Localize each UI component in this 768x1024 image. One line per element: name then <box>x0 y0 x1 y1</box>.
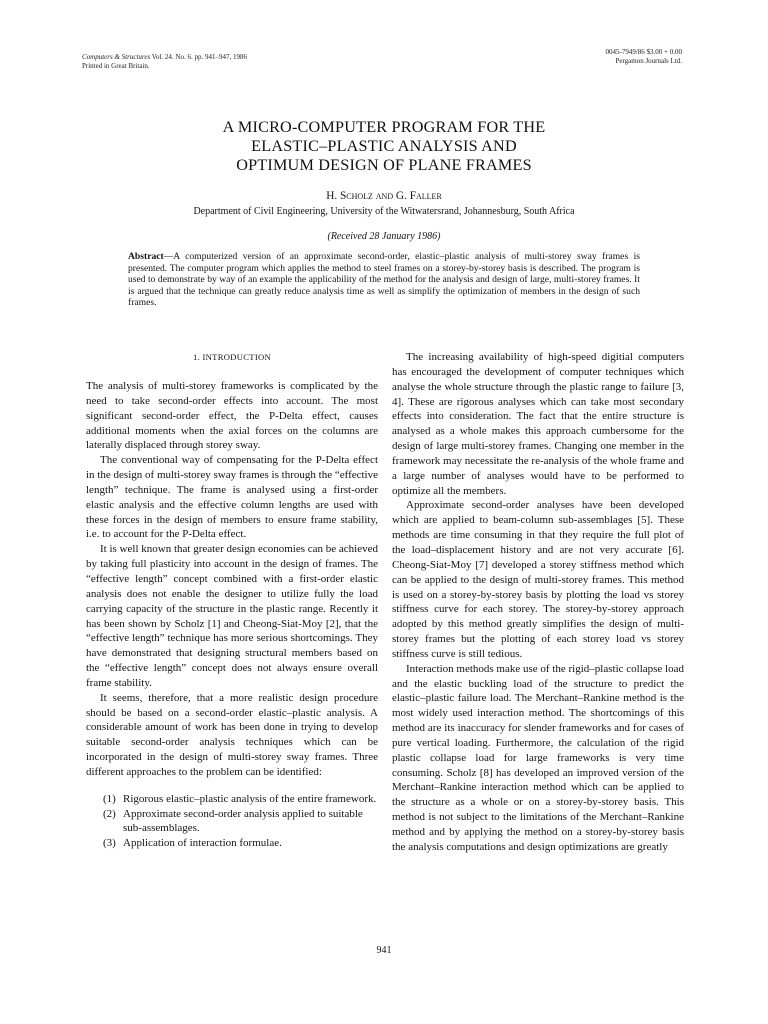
journal-name: Computers & Structures <box>82 53 151 61</box>
approach-list <box>86 792 378 851</box>
journal-details: Vol. 24. No. 6. pp. 941–947, 1986 <box>150 53 247 61</box>
title-line-3: OPTIMUM DESIGN OF PLANE FRAMES <box>236 156 532 174</box>
list-item <box>86 792 378 807</box>
publisher-info <box>470 48 682 65</box>
section-heading-introduction: 1. INTRODUCTION <box>192 352 272 362</box>
list-number: (2) <box>103 807 116 820</box>
authors: H. Scholz and G. Faller <box>326 190 442 202</box>
abstract <box>128 251 640 309</box>
paragraph: It is well known that greater design economies can be achieved by taking full plasticity into account in the design of frames. The “effective length” concept combined with a first-order elastic analysis does not enable the designer to utilize fully the load carrying capacity of the structure in the plastic range. Recently it has been shown by Scholz [1] and Cheong-Siat-Moy [2], that the “effective length” technique has more serious shortcomings. They have demonstrated that designing structural members based on the “effective length” concept does not always ensure overall frame stability. <box>86 543 378 689</box>
received-date: (Received 28 January 1986) <box>327 231 441 242</box>
paragraph: The conventional way of compensating for the P-Delta effect in the design of multi-storey sway frames is through the “effective length” technique. The frame is analysed using a first-order elastic analysis and the effective column lengths are used with these forces in the design of members to ensure frame stability, i.e. to account for the P-Delta effect. <box>86 454 378 541</box>
left-column <box>86 379 378 851</box>
affiliation: Department of Civil Engineering, University of the Witwatersrand, Johannesburg, South Africa <box>193 206 575 217</box>
list-item <box>86 836 378 851</box>
right-column <box>392 350 684 855</box>
list-item <box>86 807 378 837</box>
title-line-1: A MICRO-COMPUTER PROGRAM FOR THE <box>222 118 546 136</box>
paper-title <box>100 118 668 175</box>
paragraph: The analysis of multi-storey frameworks is complicated by the need to take second-order effects into account. The most significant second-order effect, the P-Delta effect, causes additional moments when the axial forces on the columns are laterally displaced through storey sway. <box>86 380 378 452</box>
list-number: (3) <box>103 837 116 850</box>
list-text: Application of interaction formulae. <box>123 837 282 850</box>
list-text: Approximate second-order analysis applied to suitable sub-assemblages. <box>123 807 363 835</box>
abstract-text: —A computerized version of an approximate second-order, elastic–plastic analysis of multi-storey sway frames is presented. The computer program which applies the method to steel frames on a storey-by-storey basis is described. The program is used to demonstrate by way of an example the applicability of the method for the analysis and design of large, multi-storey frames. It is argued that the technique can greatly reduce analysis time as well as simplify the optimization of members in the design of such frames. <box>128 251 640 308</box>
list-number: (1) <box>103 792 116 805</box>
abstract-label: Abstract <box>128 251 164 262</box>
list-text: Rigorous elastic–plastic analysis of the entire framework. <box>123 792 377 805</box>
paragraph: The increasing availability of high-speed digitial computers has encouraged the development of computer techniques which analyse the whole structure through the plastic range to failure [3, 4]. These are rigorous analyses which can take most secondary effects into consideration. The fact that the entire structure is analysed as a whole makes this approach cumbersome for the design of large multi-storey frames. Changing one member in the framework may necessitate the re-analysis of the whole frame and a large number of analyses would have to be performed to optimize all the members. <box>392 351 684 497</box>
title-line-2: ELASTIC–PLASTIC ANALYSIS AND <box>251 137 517 155</box>
printed-in: Printed in Great Britain. <box>82 61 150 70</box>
paragraph: Interaction methods make use of the rigid–plastic collapse load and the elastic buckling load of the structure to predict the elastic–plastic failure load. The Merchant–Rankine method is the most widely used interaction method. The shortcomings of this method are its inaccuracy for slender frameworks and for cases of pure vertical loading. Furthermore, the calculation of the rigid plastic collapse load for large frameworks is very time consuming. Scholz [8] has developed an improved version of the Merchant–Rankine interaction method which can be applied to the structure as a whole or on a storey-by-storey basis. This method is not subject to the limitations of the Merchant–Rankine method and by applying the method on a storey-by-storey basis the analysis computations and design optimizations are greatly <box>392 662 684 853</box>
paragraph: Approximate second-order analyses have been developed which are applied to beam-column sub-assemblages [5]. These methods are time consuming in that they require the full plot of the load–displacement history and are not very accurate [6]. Cheong-Siat-Moy [7] developed a storey stiffness method which can be applied to the design of multi-storey frames. This method is used on a storey-by-storey basis by plotting the load vs storey stiffness curve for each storey. The storey-by-storey approach adopted by this method greatly simplifies the design of multi-storey frames but the plotting of each storey load vs storey stiffness curve is still tedious. <box>392 499 684 660</box>
journal-citation <box>82 53 382 70</box>
paragraph: It seems, therefore, that a more realistic design procedure should be based on a second-order elastic–plastic analysis. A considerable amount of work has been done in trying to develop suitable second-order analysis techniques which can be incorporated in the design of multi-storey sway frames. Three different approaches to the problem can be identified: <box>86 691 378 778</box>
publisher-name: Pergamon Journals Ltd. <box>615 56 682 65</box>
page-number: 941 <box>376 945 392 956</box>
issn-price: 0045-7949/86 $3.00 + 0.00 <box>605 48 682 56</box>
